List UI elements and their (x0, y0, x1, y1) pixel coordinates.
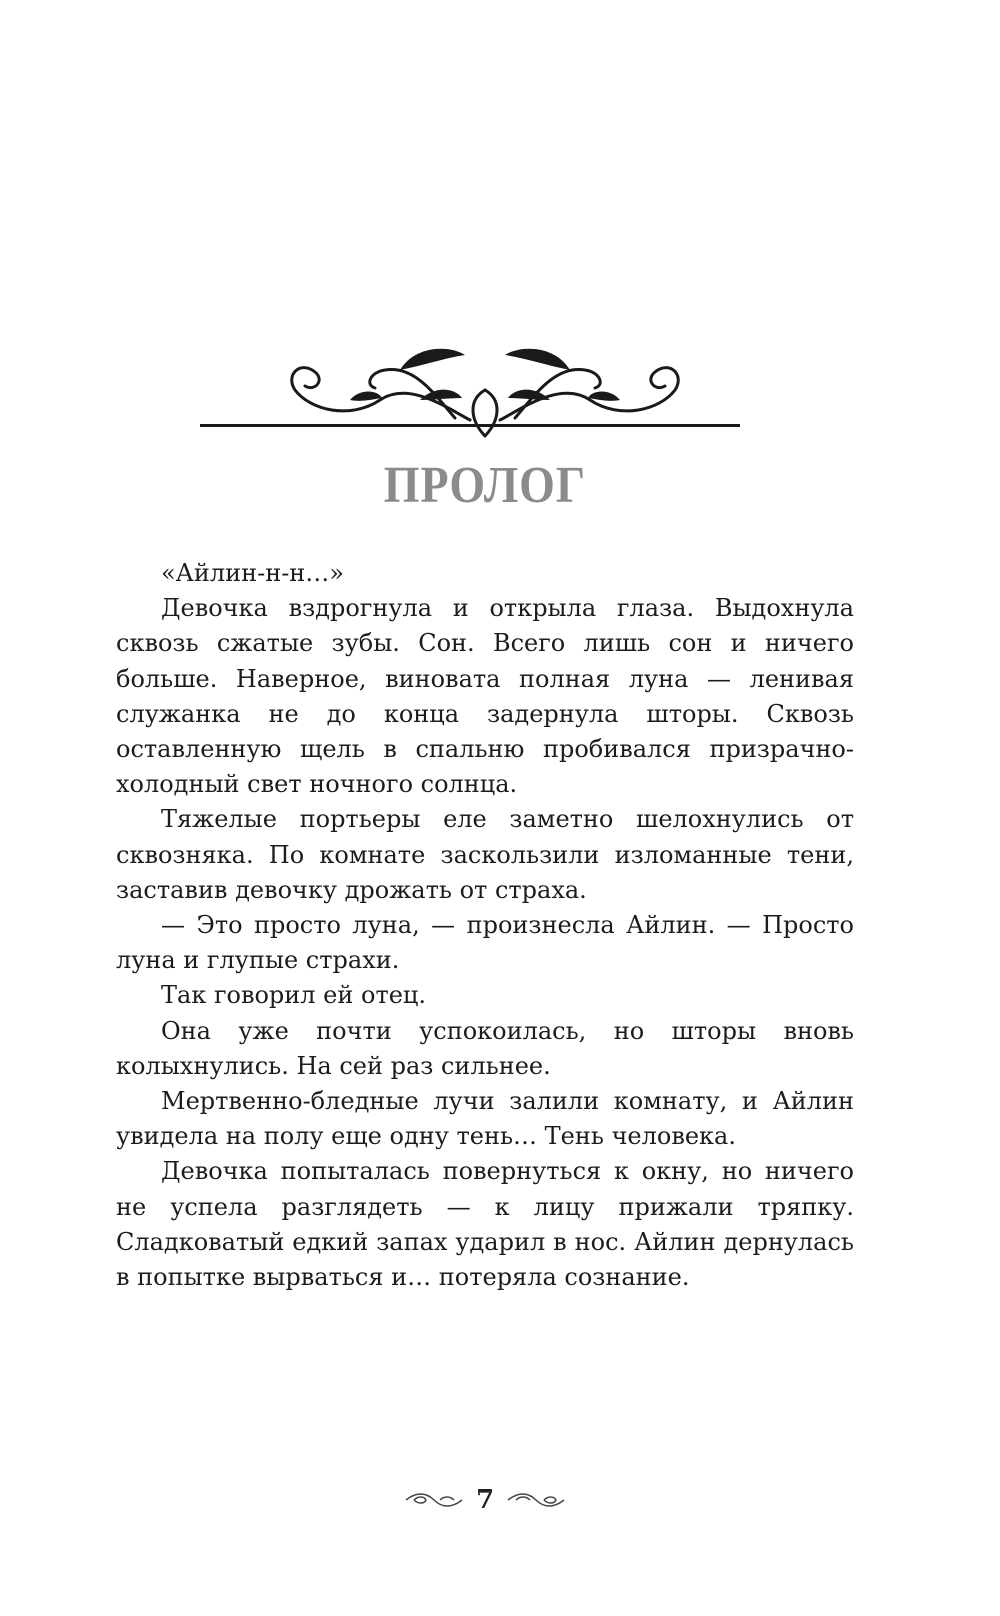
chapter-title: ПРОЛОГ (383, 456, 587, 514)
flourish-left-icon (404, 1488, 464, 1512)
flourish-right-icon (506, 1488, 566, 1512)
page-number: 7 (475, 1485, 495, 1515)
page-footer (0, 1480, 970, 1520)
paragraph: Девочка попыталась повернуться к окну, но ничего не успела разглядеть — к лицу прижали тряпку. Сладковатый едкий запах ударил в нос. Айлин дернулась в попытке вырваться и… потеряла сознание. (116, 1157, 854, 1292)
paragraph: Мертвенно-бледные лучи залили комнату, и Айлин увидела на полу еще одну тень… Тень человека. (116, 1087, 854, 1151)
paragraph: Так говорил ей отец. (161, 981, 426, 1010)
chapter-body (116, 556, 854, 1295)
paragraph: «Айлин-н-н…» (161, 559, 344, 587)
paragraph: Девочка вздрогнула и открыла глаза. Выдохнула сквозь сжатые зубы. Сон. Всего лишь сон и ничего больше. Наверное, виновата полная луна — ленивая служанка не до конца задернула шторы. Сквозь оставленную щель в спальню пробивался призрачно-холодный свет ночного солнца. (116, 594, 854, 799)
paragraph: Она уже почти успокоилась, но шторы вновь колыхнулись. На сей раз сильнее. (116, 1016, 854, 1080)
paragraph: Тяжелые портьеры еле заметно шелохнулись от сквозняка. По комнате заскользили изломанные тени, заставив девочку дрожать от страха. (116, 805, 854, 904)
paragraph: — Это просто луна, — произнесла Айлин. — Просто луна и глупые страхи. (116, 911, 854, 975)
chapter-ornament (200, 340, 770, 440)
